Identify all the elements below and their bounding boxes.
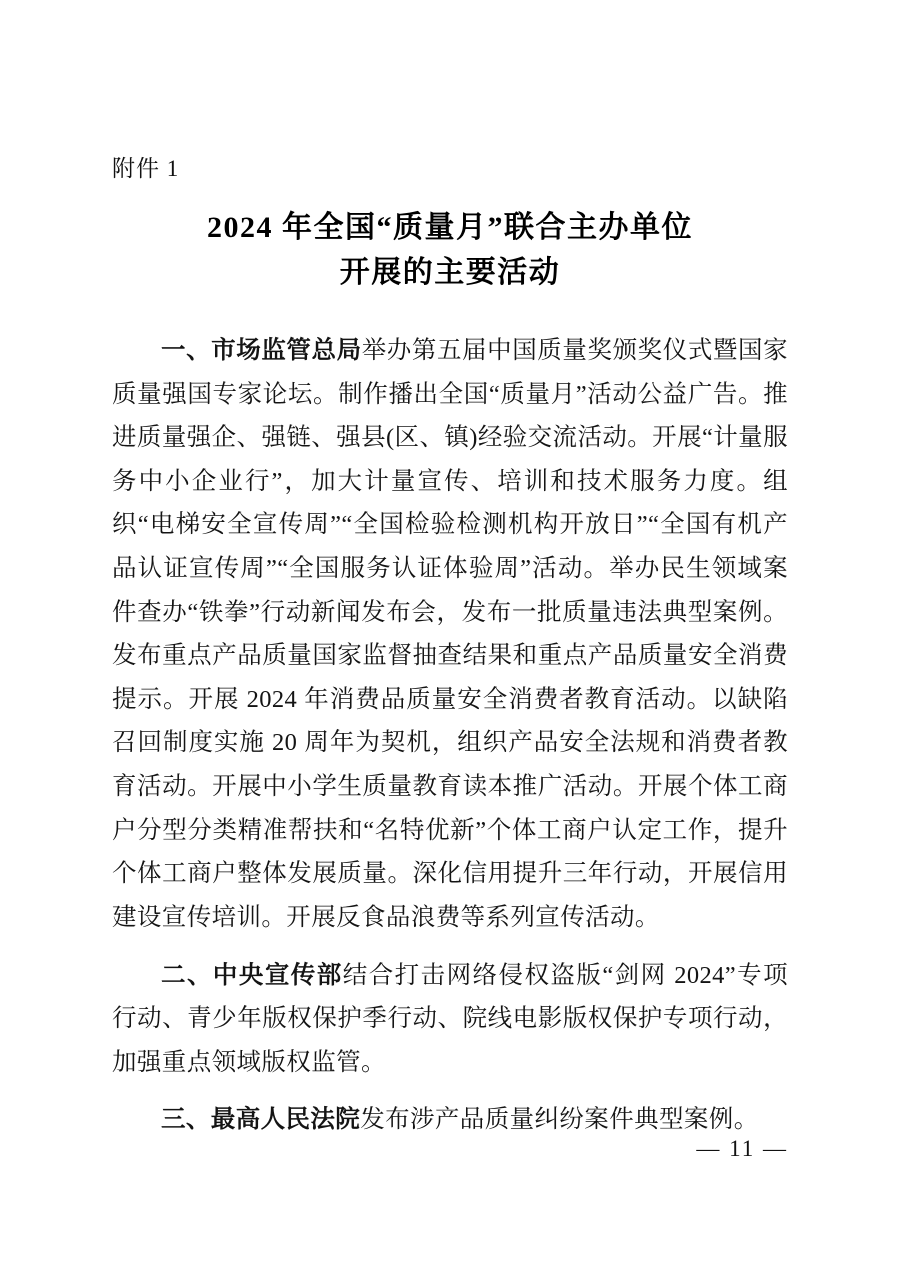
paragraph-1-body: 举办第五届中国质量奖颁奖仪式暨国家质量强国专家论坛。制作播出全国“质量月”活动公益广告。推进质量强企、强链、强县(区、镇)经验交流活动。开展“计量服务中小企业行”，加大计量宣传、培训和技术服务力度。组织“电梯安全宣传周”“全国检验检测机构开放日”“全国有机产品认证宣传周”“全国服务认证体验周”活动。举办民生领域案件查办“铁拳”行动新闻发布会，发布一批质量违法典型案例。发布重点产品质量国家监督抽查结果和重点产品质量安全消费提示。开展 2024 年消费品质量安全消费者教育活动。以缺陷召回制度实施 20 周年为契机，组织产品安全法规和消费者教育活动。开展中小学生质量教育读本推广活动。开展个体工商户分型分类精准帮扶和“名特优新”个体工商户认定工作，提升个体工商户整体发展质量。深化信用提升三年行动，开展信用建设宣传培训。开展反食品浪费等系列宣传活动。	[112, 337, 788, 931]
paragraph-2-body: 结合打击网络侵权盗版“剑网 2024”专项行动、青少年版权保护季行动、院线电影版权保护专项行动，加强重点领域版权监管。	[112, 961, 788, 1076]
page-title	[112, 205, 788, 295]
page-title-line-1: 2024 年全国“质量月”联合主办单位	[207, 211, 693, 244]
paragraph-1-lead: 一、市场监管总局	[161, 337, 362, 364]
paragraph-2	[112, 954, 788, 1085]
paragraph-1	[112, 329, 788, 940]
paragraph-2-lead: 二、中央宣传部	[161, 961, 343, 989]
page-title-line-2: 开展的主要活动	[339, 256, 561, 289]
attachment-label: 附件 1	[112, 156, 180, 181]
paragraph-3-lead: 三、最高人民法院	[161, 1106, 361, 1134]
paragraph-3-body: 发布涉产品质量纠纷案件典型案例。	[360, 1106, 759, 1134]
paragraph-3	[112, 1098, 788, 1142]
page-number: — 11 —	[696, 1136, 788, 1161]
